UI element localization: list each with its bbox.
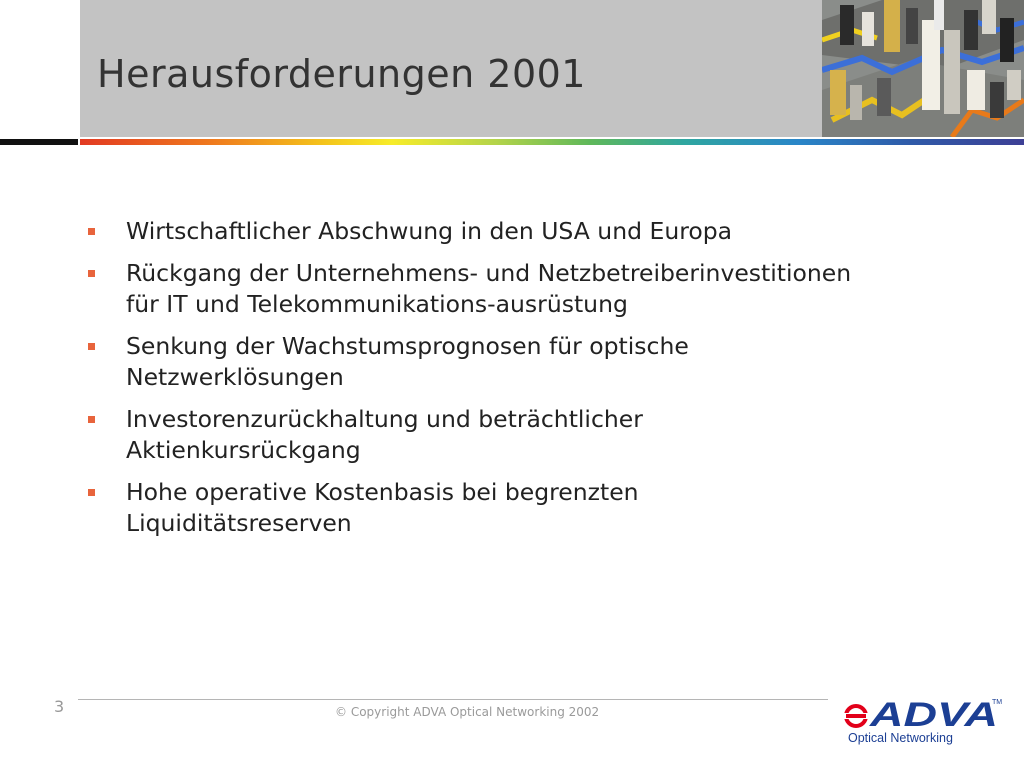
bullet-line: Aktienkursrückgang (126, 436, 361, 464)
bullet-line: Senkung der Wachstumsprognosen für optische (126, 332, 689, 360)
square-bullet-icon (88, 343, 95, 350)
bullet-item (88, 258, 948, 320)
bullet-line: Hohe operative Kostenbasis bei begrenzten (126, 478, 639, 506)
square-bullet-icon (88, 416, 95, 423)
bullet-list (88, 216, 948, 550)
bullet-item (88, 477, 948, 539)
city-illustration (822, 0, 1024, 137)
square-bullet-icon (88, 489, 95, 496)
rainbow-divider (80, 139, 1024, 145)
bullet-line: Wirtschaftlicher Abschwung in den USA und Europa (126, 217, 733, 245)
square-bullet-icon (88, 228, 95, 235)
page-number: 3 (54, 697, 65, 716)
logo-wordmark: ADVA (868, 696, 998, 734)
bullet-line: Netzwerklösungen (126, 363, 344, 391)
logo-tagline: Optical Networking (848, 731, 953, 745)
copyright-notice: © Copyright ADVA Optical Networking 2002 (335, 705, 600, 719)
adva-logo (842, 694, 1012, 746)
slide-title: Herausforderungen 2001 (97, 52, 586, 96)
bullet-item (88, 331, 948, 393)
bullet-item (88, 404, 948, 466)
bullet-line: Investorenzurückhaltung und beträchtlicher (126, 405, 643, 433)
left-black-rule (0, 139, 78, 145)
footer-divider (78, 699, 828, 700)
bullet-item (88, 216, 948, 247)
bullet-line: Rückgang der Unternehmens- und Netzbetreiberinvestitionen (126, 259, 852, 287)
bullet-line: für IT und Telekommunikations-ausrüstung (126, 290, 628, 318)
adva-swoosh-icon (844, 706, 868, 726)
square-bullet-icon (88, 270, 95, 277)
bullet-line: Liquiditätsreserven (126, 509, 352, 537)
trademark-mark: TM (992, 699, 1003, 706)
